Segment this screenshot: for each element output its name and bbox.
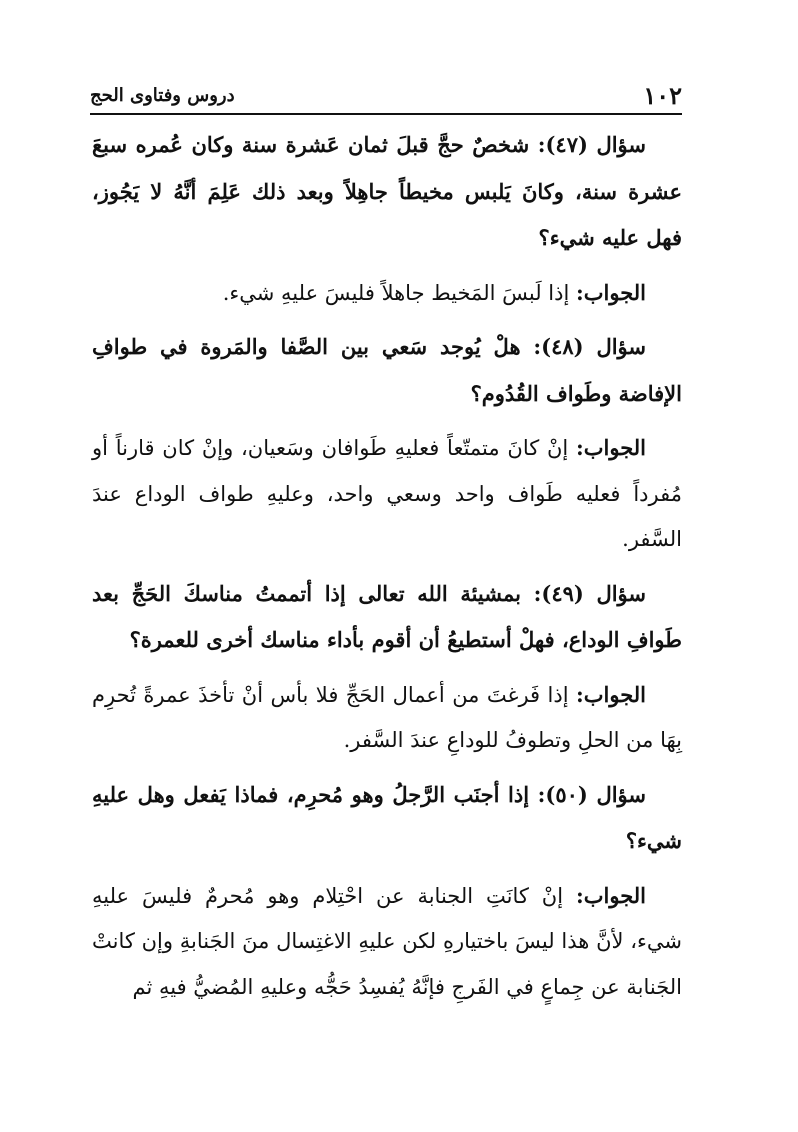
answer-49: [92, 672, 682, 764]
header-divider: [90, 113, 682, 115]
question-50: [92, 772, 682, 865]
question-label: سؤال (٤٩):: [533, 580, 646, 606]
answer-48: [92, 425, 682, 563]
question-48: [92, 324, 682, 417]
answer-label: الجواب:: [576, 279, 646, 305]
question-label: سؤال (٥٠):: [537, 781, 646, 807]
answer-50: [92, 873, 682, 1011]
answer-text: إذا لَبسَ المَخيط جاهلاً فليسَ عليهِ شيء.: [222, 280, 570, 305]
question-text: هلْ يُوجد سَعي بين الصَّفا والمَروة في طوافِ الإفاضة وطَواف القُدُوم؟: [92, 334, 682, 406]
answer-text: إنْ كانَ متمتّعاً فعليهِ طَوافان وسَعيان، وإنْ كان قارناً أو مُفرداً فعليه طَواف واحد وسعي واحد، وعليهِ طواف الوداع عندَ السَّفر.: [92, 436, 682, 551]
answer-label: الجواب:: [576, 435, 646, 460]
answer-label: الجواب:: [575, 681, 646, 707]
answer-text: إذا فَرغتَ من أعمال الحَجِّ فلا بأس أنْ تأخذَ عمرةً تُحرِم بِهَا من الحلِ وتطوفُ للوداعِ عندَ السَّفر.: [92, 682, 682, 752]
question-text: إذا أجنَب الرَّجلُ وهو مُحرِم، فماذا يَفعل وهل عليهِ شيء؟: [92, 781, 682, 853]
question-label: سؤال (٤٧):: [537, 132, 646, 157]
answer-47: [92, 270, 682, 317]
question-label: سؤال (٤٨):: [533, 334, 647, 359]
question-text: بمشيئة الله تعالى إذا أتممتُ مناسكَ الحَجِّ بعد طَوافِ الوداع، فهلْ أستطيعُ أن أقوم بأداء مناسك أخرى للعمرة؟: [92, 580, 682, 652]
question-text: شخصٌ حجَّ قبلَ ثمان عَشرة سنة وكان عُمره سبعَ عشرة سنة، وكانَ يَلبس مخيطاً جاهِلاً وبعد ذلك عَلِمَ أنَّهُ لا يَجُوز، فهل عليه شيء؟: [92, 132, 682, 250]
question-49: [92, 571, 682, 664]
question-47: [92, 122, 682, 262]
page-body: [92, 122, 682, 1018]
page-header: [90, 82, 682, 110]
answer-text: إنْ كانَتِ الجنابة عن احْتِلام وهو مُحرمٌ فليسَ عليهِ شيء، لأنَّ هذا ليسَ باختيارهِ لكن عليهِ الاغتِسال منَ الجَنابةِ وإن كانتْ الجَنابة عن جِماعٍ في الفَرجِ فإنَّهُ يُفسِدُ حَجُّه وعليهِ المُضيُّ فيهِ ثم: [92, 883, 682, 999]
page-number: ١٠٢: [643, 81, 682, 110]
book-title: دروس وفتاوى الحج: [90, 85, 235, 106]
answer-label: الجواب:: [576, 882, 646, 908]
